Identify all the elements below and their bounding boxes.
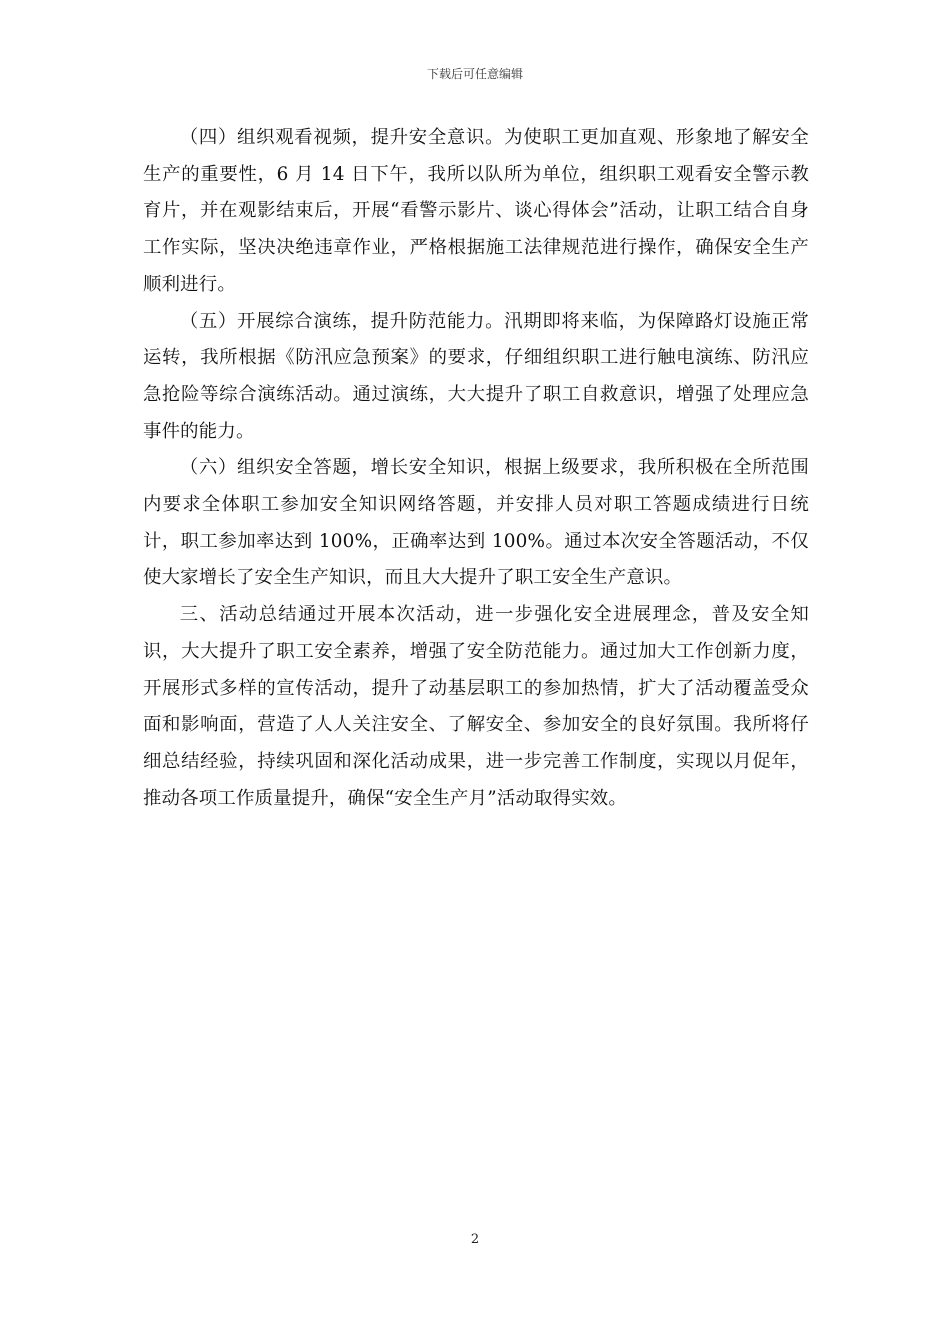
page-number: 2: [470, 1232, 480, 1247]
paragraph-summary: 三、活动总结通过开展本次活动，进一步强化安全进展理念，普及安全知识，大大提升了职工安全素养，增强了安全防范能力。通过加大工作创新力度，开展形式多样的宣传活动，提升了动基层职工的参加热情，扩大了活动覆盖受众面和影响面，营造了人人关注安全、了解安全、参加安全的良好氛围。我所将仔细总结经验，持续巩固和深化活动成果，进一步完善工作制度，实现以月促年，推动各项工作质量提升，确保“安全生产月”活动取得实效。: [143, 604, 809, 809]
paragraph-section-4: （四）组织观看视频，提升安全意识。为使职工更加直观、形象地了解安全生产的重要性，6 月 14 日下午，我所以队所为单位，组织职工观看安全警示教育片，并在观影结束后，开展“看警示影片、谈心得体会”活动，让职工结合自身工作实际，坚决决绝违章作业，严格根据施工法律规范进行操作，确保安全生产顺利进行。: [143, 127, 809, 295]
paragraph-section-6: （六）组织安全答题，增长安全知识，根据上级要求，我所积极在全所范围内要求全体职工参加安全知识网络答题，并安排人员对职工答题成绩进行日统计，职工参加率达到 100%，正确率达到 100%。通过本次安全答题活动，不仅使大家增长了安全生产知识，而且大大提升了职工安全生产意识。: [143, 457, 809, 589]
document-body: [143, 120, 809, 817]
page-header: 下载后可任意编辑: [426, 67, 523, 81]
paragraph-section-5: （五）开展综合演练，提升防范能力。汛期即将来临，为保障路灯设施正常运转，我所根据《防汛应急预案》的要求，仔细组织职工进行触电演练、防汛应急抢险等综合演练活动。通过演练，大大提升了职工自救意识，增强了处理应急事件的能力。: [143, 310, 809, 442]
